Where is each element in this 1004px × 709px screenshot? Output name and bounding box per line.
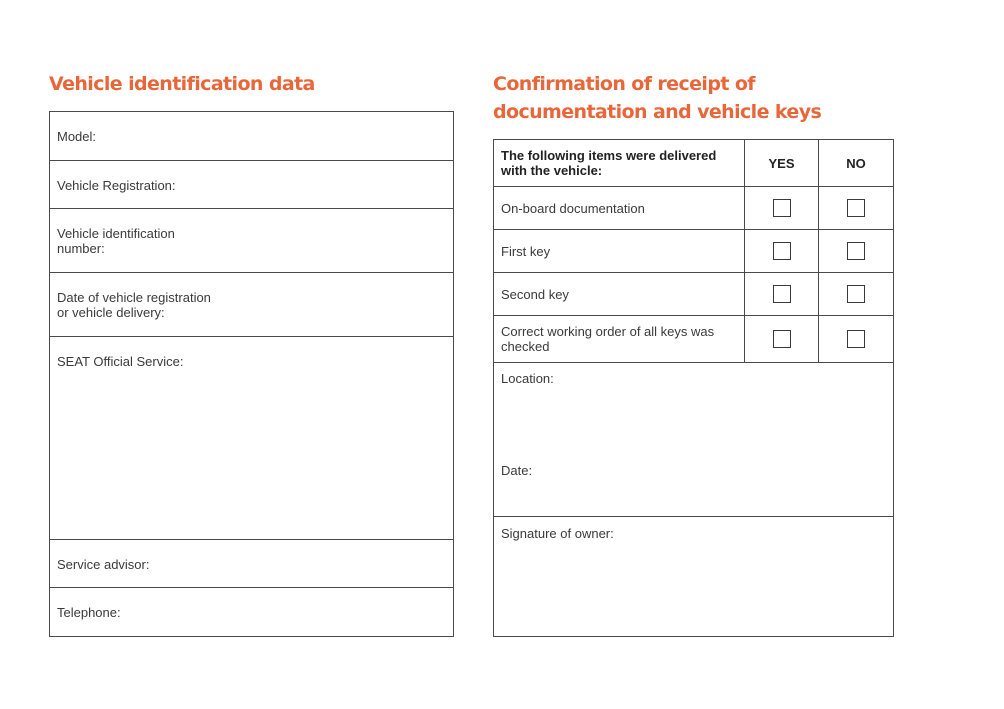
date-label: Date:	[501, 463, 533, 478]
yes-checkbox[interactable]	[773, 330, 791, 348]
service-advisor-field[interactable]	[50, 540, 454, 588]
no-checkbox[interactable]	[847, 330, 865, 348]
checklist-item-label: Correct working order of all keys was checked	[494, 316, 745, 363]
telephone-field[interactable]	[50, 588, 454, 637]
vin-field[interactable]	[50, 209, 454, 273]
model-field[interactable]	[50, 112, 454, 161]
checklist-row	[494, 273, 894, 316]
delivery-checklist-table	[493, 139, 894, 637]
checklist-header: The following items were delivered with the vehicle:	[494, 140, 745, 187]
checklist-item-label: Second key	[494, 273, 745, 316]
official-service-label: SEAT Official Service:	[57, 354, 184, 369]
owner-signature-label: Signature of owner:	[501, 526, 614, 541]
no-checkbox[interactable]	[847, 199, 865, 217]
telephone-label: Telephone:	[57, 605, 121, 620]
checklist-item-label: First key	[494, 230, 745, 273]
location-date-field[interactable]	[494, 363, 894, 517]
vehicle-identification-heading: Vehicle identification data	[49, 73, 315, 95]
no-checkbox[interactable]	[847, 242, 865, 260]
yes-checkbox[interactable]	[773, 285, 791, 303]
receipt-confirmation-heading: Confirmation of receipt of documentation and vehicle keys	[493, 73, 822, 123]
yes-checkbox[interactable]	[773, 242, 791, 260]
checklist-row	[494, 187, 894, 230]
vehicle-registration-label: Vehicle Registration:	[57, 178, 176, 193]
registration-date-label: Date of vehicle registration or vehicle delivery:	[57, 290, 211, 320]
checklist-row	[494, 316, 894, 363]
location-label: Location:	[501, 371, 554, 386]
checklist-row	[494, 230, 894, 273]
registration-date-field[interactable]	[50, 273, 454, 337]
yes-column-header: YES	[745, 140, 819, 187]
official-service-field[interactable]	[50, 337, 454, 540]
vin-label: Vehicle identification number:	[57, 226, 175, 256]
vehicle-identification-table	[49, 111, 454, 637]
checklist-item-label: On-board documentation	[494, 187, 745, 230]
service-advisor-label: Service advisor:	[57, 557, 150, 572]
yes-checkbox[interactable]	[773, 199, 791, 217]
vehicle-registration-field[interactable]	[50, 161, 454, 209]
no-column-header: NO	[819, 140, 894, 187]
model-label: Model:	[57, 129, 97, 144]
no-checkbox[interactable]	[847, 285, 865, 303]
owner-signature-field[interactable]	[494, 517, 894, 637]
